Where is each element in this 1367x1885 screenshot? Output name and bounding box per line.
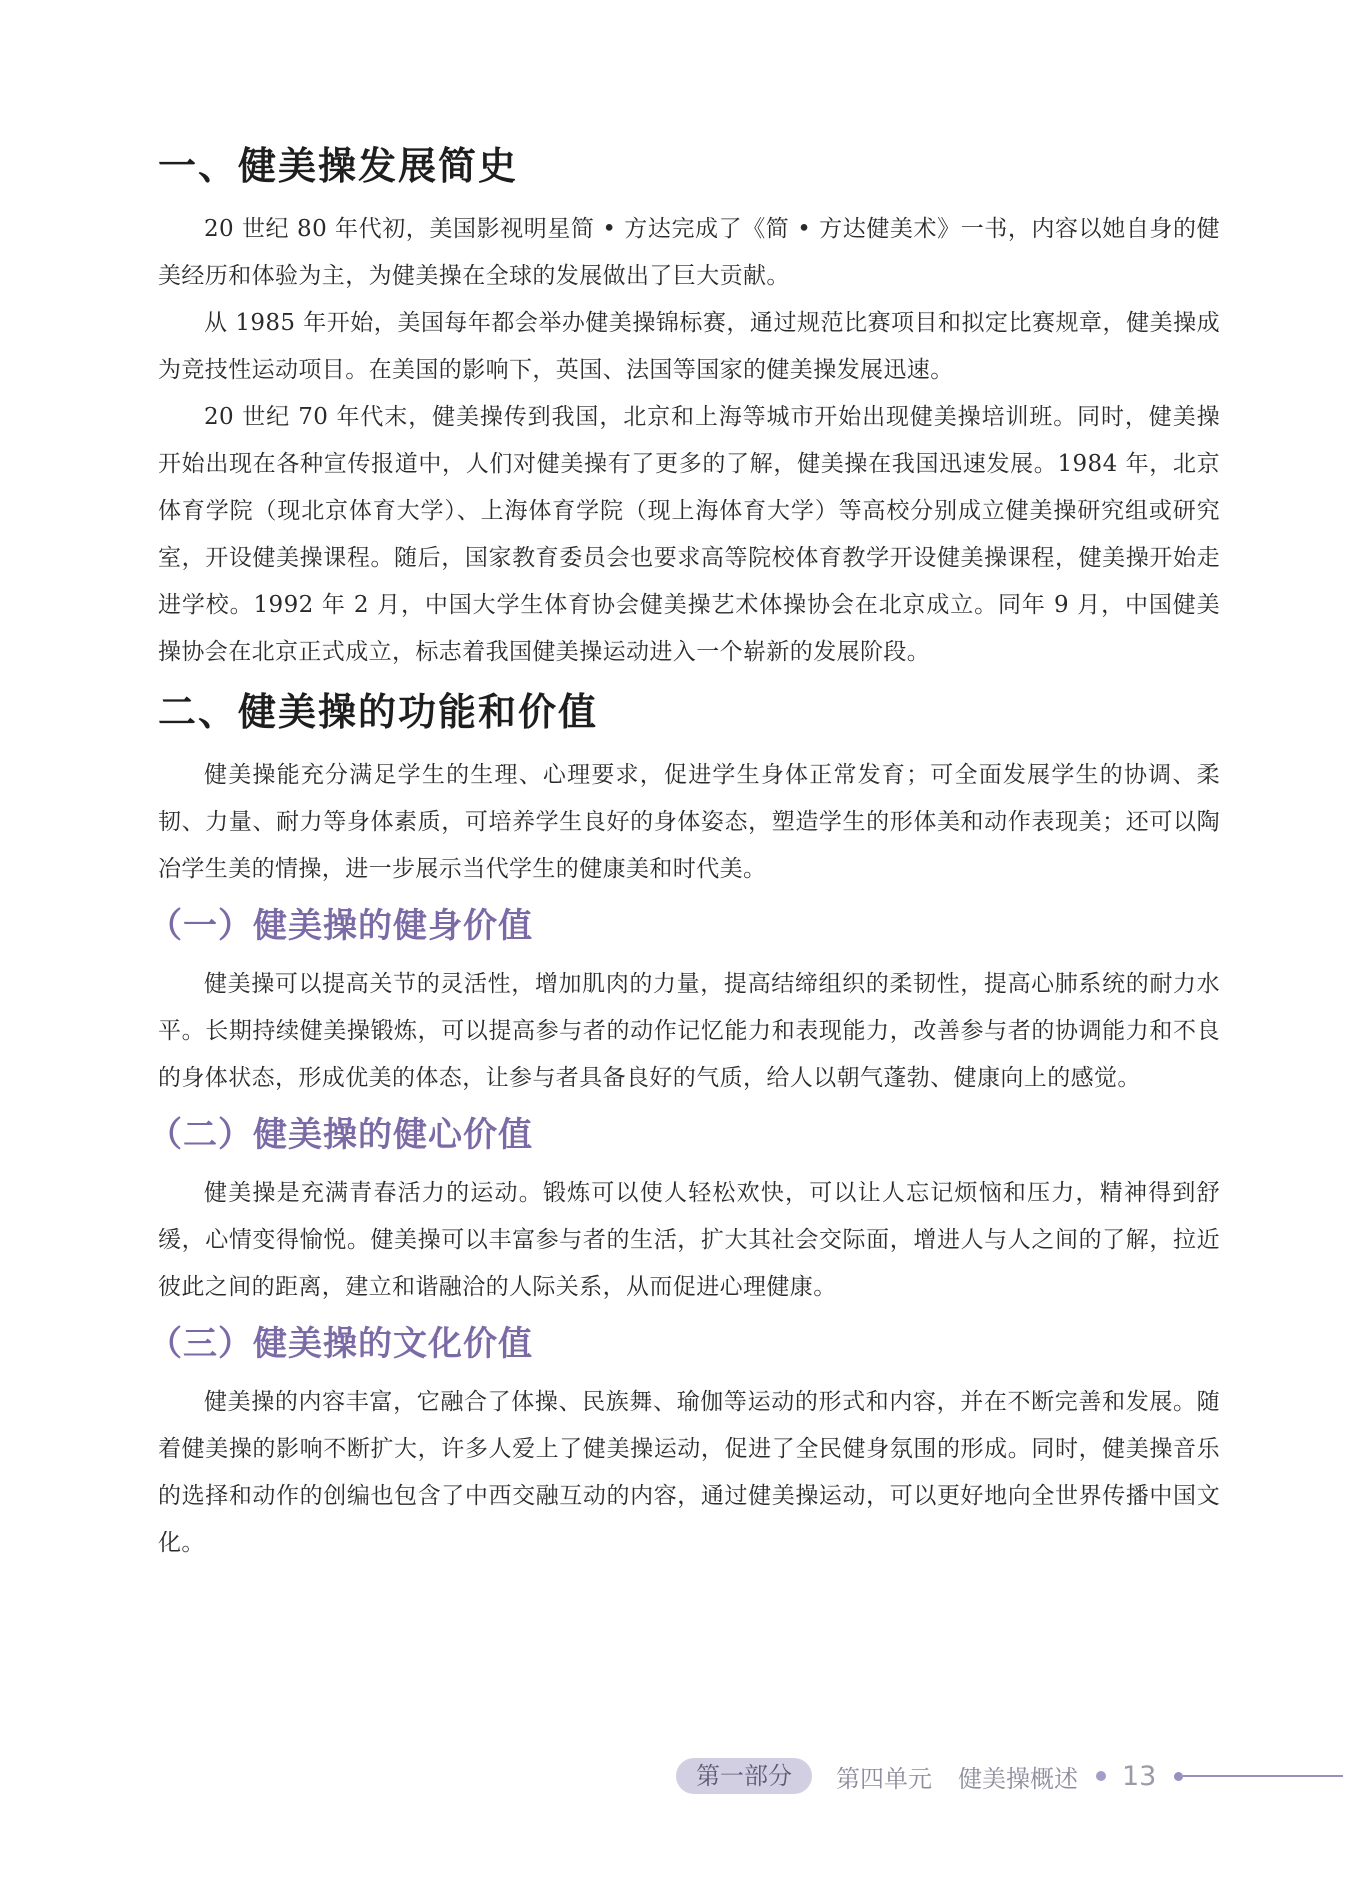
paragraph: 从 1985 年开始，美国每年都会举办健美操锦标赛，通过规范比赛项目和拟定比赛规章，健美操成为竞技性运动项目。在美国的影响下，英国、法国等国家的健美操发展迅速。	[158, 310, 1220, 383]
page-number: 13	[1122, 1760, 1157, 1792]
subsection-heading-mental-value: （二）健美操的健心价值	[148, 1115, 533, 1155]
page-body	[148, 140, 1220, 1567]
chapter-label: 健美操概述	[958, 1764, 1078, 1793]
paragraph: 20 世纪 70 年代末，健美操传到我国，北京和上海等城市开始出现健美操培训班。同时，健美操开始出现在各种宣传报道中，人们对健美操有了更多的了解，健美操在我国迅速发展。1984 年，北京体育学院（现北京体育大学）、上海体育学院（现上海体育大学）等高校分别成立健美操研究组或研究室，开设健美操课程。随后，国家教育委员会也要求高等院校体育教学开设健美操课程，健美操开始走进学校。1992 年 2 月，中国大学生体育协会健美操艺术体操协会在北京成立。同年 9 月，中国健美操协会在北京正式成立，标志着我国健美操运动进入一个崭新的发展阶段。	[158, 404, 1220, 665]
section-heading-function-value: 二、健美操的功能和价值	[158, 690, 599, 734]
separator-dot-icon	[1096, 1771, 1106, 1781]
page-footer	[676, 1756, 1343, 1796]
paragraph: 健美操能充分满足学生的生理、心理要求，促进学生身体正常发育；可全面发展学生的协调、柔韧、力量、耐力等身体素质，可培养学生良好的身体姿态，塑造学生的形体美和动作表现美；还可以陶冶学生美的情操，进一步展示当代学生的健康美和时代美。	[158, 762, 1220, 882]
paragraph: 健美操的内容丰富，它融合了体操、民族舞、瑜伽等运动的形式和内容，并在不断完善和发展。随着健美操的影响不断扩大，许多人爱上了健美操运动，促进了全民健身氛围的形成。同时，健美操音乐的选择和动作的创编也包含了中西交融互动的内容，通过健美操运动，可以更好地向全世界传播中国文化。	[158, 1389, 1220, 1556]
paragraph: 健美操可以提高关节的灵活性，增加肌肉的力量，提高结缔组织的柔韧性，提高心肺系统的耐力水平。长期持续健美操锻炼，可以提高参与者的动作记忆能力和表现能力，改善参与者的协调能力和不良的身体状态，形成优美的体态，让参与者具备良好的气质，给人以朝气蓬勃、健康向上的感觉。	[158, 971, 1220, 1091]
rule-dot-icon	[1174, 1772, 1183, 1781]
section-heading-history: 一、健美操发展简史	[158, 144, 519, 188]
rule-line	[1183, 1775, 1343, 1777]
unit-label: 第四单元	[836, 1764, 932, 1793]
footer-rule	[1174, 1772, 1343, 1781]
subsection-heading-fitness-value: （一）健美操的健身价值	[148, 906, 533, 946]
subsection-heading-cultural-value: （三）健美操的文化价值	[148, 1324, 533, 1364]
paragraph: 20 世纪 80 年代初，美国影视明星简 • 方达完成了《简 • 方达健美术》一书，内容以她自身的健美经历和体验为主，为健美操在全球的发展做出了巨大贡献。	[158, 216, 1220, 289]
part-badge: 第一部分	[676, 1758, 812, 1794]
paragraph: 健美操是充满青春活力的运动。锻炼可以使人轻松欢快，可以让人忘记烦恼和压力，精神得到舒缓，心情变得愉悦。健美操可以丰富参与者的生活，扩大其社会交际面，增进人与人之间的了解，拉近彼此之间的距离，建立和谐融洽的人际关系，从而促进心理健康。	[158, 1180, 1220, 1300]
